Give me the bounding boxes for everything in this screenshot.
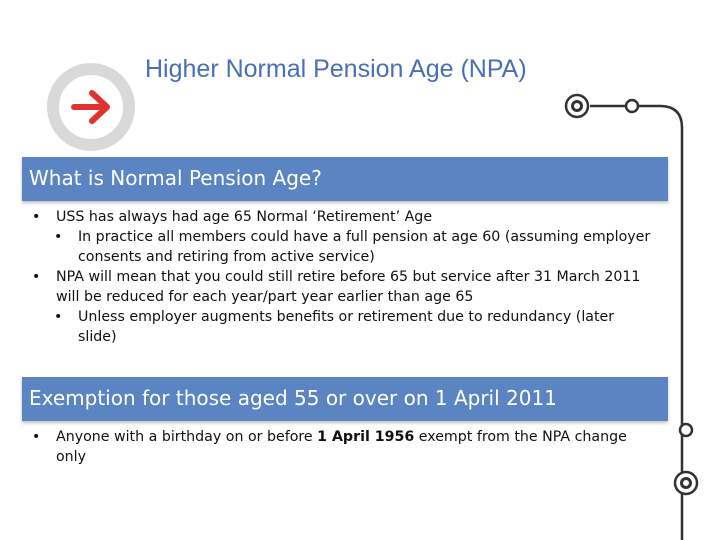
- rail-node-icon: [675, 472, 697, 494]
- list-item: • In practice all members could have a full pension at age 60 (assuming employer consents and retiring from active service): [54, 227, 652, 267]
- rail-node-icon: [680, 424, 692, 436]
- rail-node-icon: [566, 95, 588, 117]
- section-npa-bullets: [32, 207, 652, 347]
- list-item: • NPA will mean that you could still retire before 65 but service after 31 March 2011 will be reduced for each year/part year earlier than age 65: [32, 267, 652, 307]
- bullet-text: exempt from the NPA change only: [56, 429, 627, 465]
- arrow-right-icon: [46, 62, 136, 152]
- rail-node-icon: [626, 100, 638, 112]
- bullet-text: Anyone with a birthday on or before: [56, 429, 318, 445]
- section-heading-npa: What is Normal Pension Age?: [22, 157, 668, 201]
- list-item: • Unless employer augments benefits or retirement due to redundancy (later slide): [54, 307, 652, 347]
- list-item: • USS has always had age 65 Normal ‘Retirement’ Age: [32, 207, 652, 227]
- list-item: [32, 427, 652, 467]
- section-exemption-bullets: [32, 427, 652, 467]
- page-title: Higher Normal Pension Age (NPA): [145, 55, 527, 83]
- section-heading-exemption: Exemption for those aged 55 or over on 1 April 2011: [22, 377, 668, 421]
- exemption-date: 1 April 1956: [317, 429, 415, 445]
